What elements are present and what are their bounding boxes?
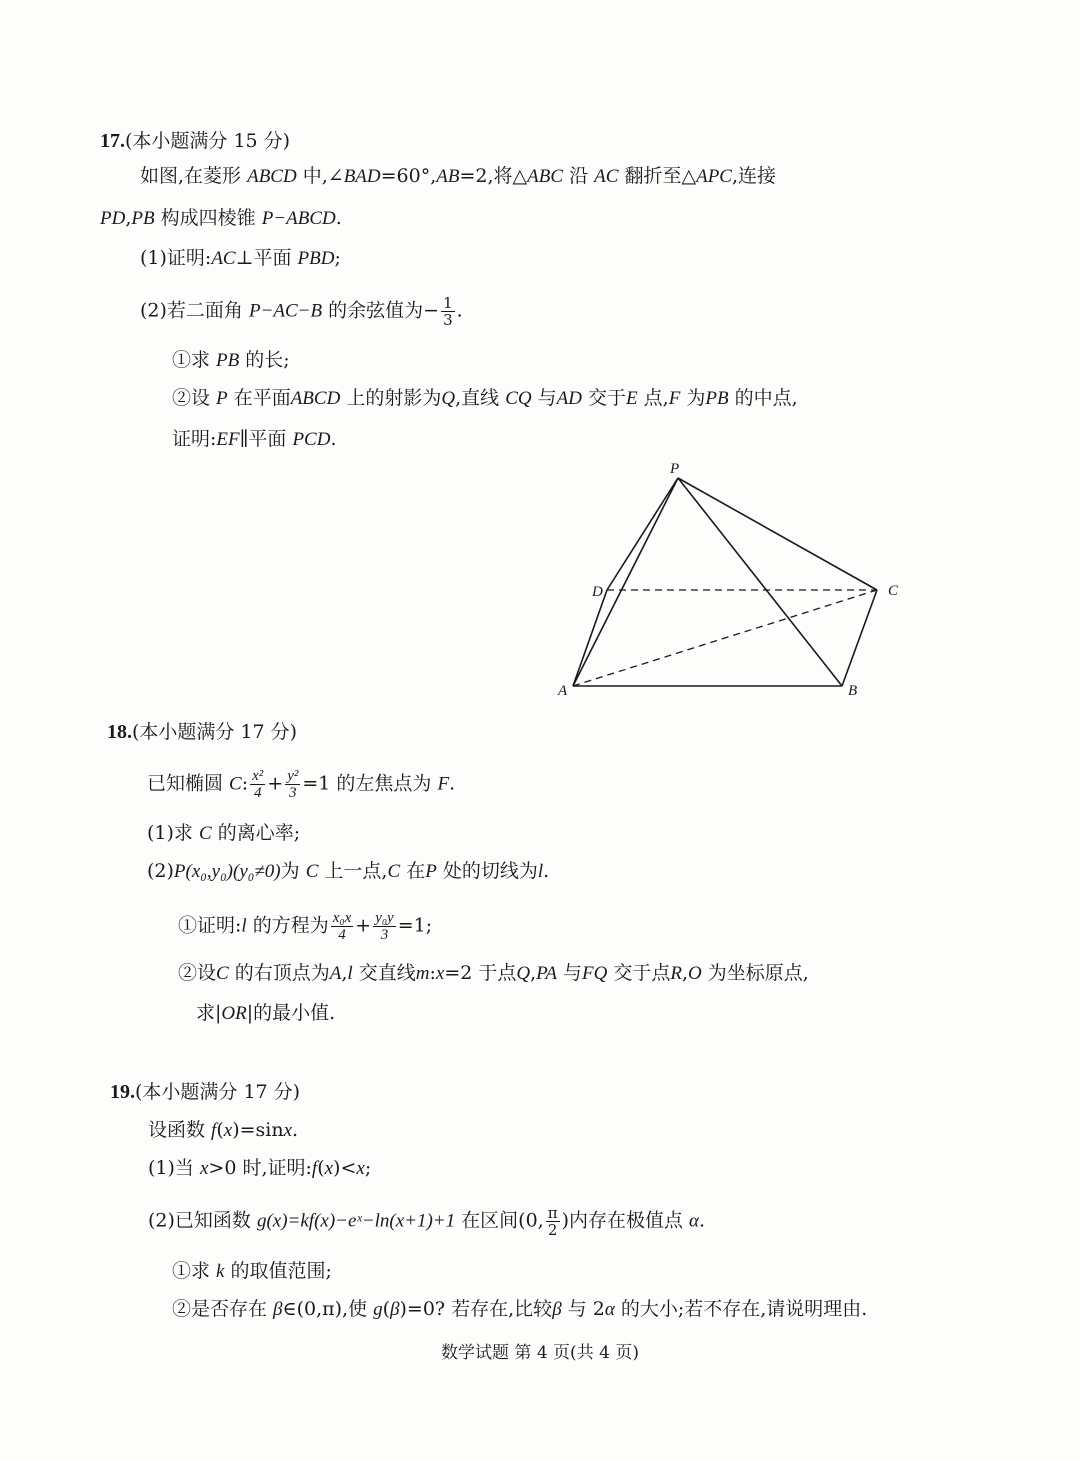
q18-sub1-frac-x: $\frac{\text{x₀x}}{4}$ (332, 910, 352, 943)
edge-PB (678, 478, 842, 686)
q19-frac-pi: $\frac{\pi}{2}$ (547, 1204, 558, 1239)
label-C: C (888, 583, 899, 599)
q17-sub1: ①求 PB 的长; (172, 349, 290, 371)
q17-stem-line1: 如图,在菱形 ABCD 中,∠BAD=60°,AB=2,将△ABC 沿 AC 翻折至△APC,连接 (140, 165, 777, 187)
q18-part2: (2)P(x₀,y₀)(y₀≠0)为 C 上一点,C 在P 处的切线为l. (147, 860, 550, 882)
q18-score: (本小题满分 17 分) (132, 721, 298, 743)
q19-number: 19. (110, 1081, 135, 1103)
q17-sub2-line1: ②设 P 在平面ABCD 上的射影为Q,直线 CQ 与AD 交于E 点,F 为PB 的中点, (172, 387, 798, 409)
q19-stem: 设函数 f(x)=sinx. (148, 1119, 299, 1141)
page-footer: 数学试题 第 4 页(共 4 页) (441, 1343, 639, 1363)
edge-PA (573, 478, 678, 686)
q17-fraction: $\frac{1}{3}$ (443, 294, 453, 329)
q19-part2: (2)已知函数 g(x)=kf(x)−eˣ−ln(x+1)+1 在区间(0, $\frac{\pi}{2}$ )内存在极值点 α. (148, 1204, 706, 1239)
q18-number: 18. (107, 721, 132, 743)
q17-score: (本小题满分 15 分) (125, 130, 291, 152)
q18-sub1-frac-y: $\frac{\text{y₀y}}{3}$ (375, 910, 394, 943)
edge-AD (573, 590, 607, 686)
q19-sub2: ②是否存在 β∈(0,π),使 g(β)=0? 若存在,比较β 与 2α 的大小;若不存在,请说明理由. (172, 1298, 868, 1320)
label-B: B (848, 683, 858, 699)
q17-part1: (1)证明:AC⊥平面 PBD; (140, 247, 341, 269)
q19-header (110, 1079, 300, 1105)
pyramid-diagram (550, 458, 920, 703)
q17-part2: (2)若二面角 P−AC−B 的余弦值为− $\frac{1}{3}$ . (140, 294, 463, 329)
q18-frac-x: $\frac{\text{x²}}{4}$ (252, 768, 264, 801)
q18-sub2-line2: 求|OR|的最小值. (196, 1002, 336, 1024)
q17-number: 17. (100, 130, 125, 152)
label-A: A (558, 683, 568, 699)
pyramid-figure (550, 458, 920, 703)
q17-header (100, 128, 290, 154)
q19-part1: (1)当 x>0 时,证明:f(x)<x; (148, 1157, 372, 1179)
q19-score: (本小题满分 17 分) (135, 1081, 301, 1103)
edge-PD (607, 478, 678, 590)
q18-sub1: ①证明:l 的方程为 $\frac{\text{x₀x}}{4}$ + $\frac{\text{y₀y}}{3}$ =1; (178, 910, 433, 943)
q18-stem: 已知椭圆 C: $\frac{\text{x²}}{4}$ + $\frac{\text{y²}}{3}$ =1 的左焦点为 F. (147, 768, 456, 801)
q18-frac-y: $\frac{\text{y²}}{3}$ (287, 768, 299, 801)
edge-PC (678, 478, 877, 590)
q17-stem-line2: PD,PB 构成四棱锥 P−ABCD. (100, 207, 342, 229)
q18-header (107, 719, 297, 745)
edge-BC (842, 590, 877, 686)
label-P: P (670, 461, 680, 477)
q19-sub1: ①求 k 的取值范围; (172, 1260, 332, 1282)
q17-sub2-line2: 证明:EF∥平面 PCD. (172, 428, 337, 450)
q18-part1: (1)求 C 的离心率; (147, 822, 301, 844)
label-D: D (592, 584, 603, 600)
q18-sub2-line1: ②设C 的右顶点为A,l 交直线m:x=2 于点Q,PA 与FQ 交于点R,O 为坐标原点, (178, 962, 809, 984)
